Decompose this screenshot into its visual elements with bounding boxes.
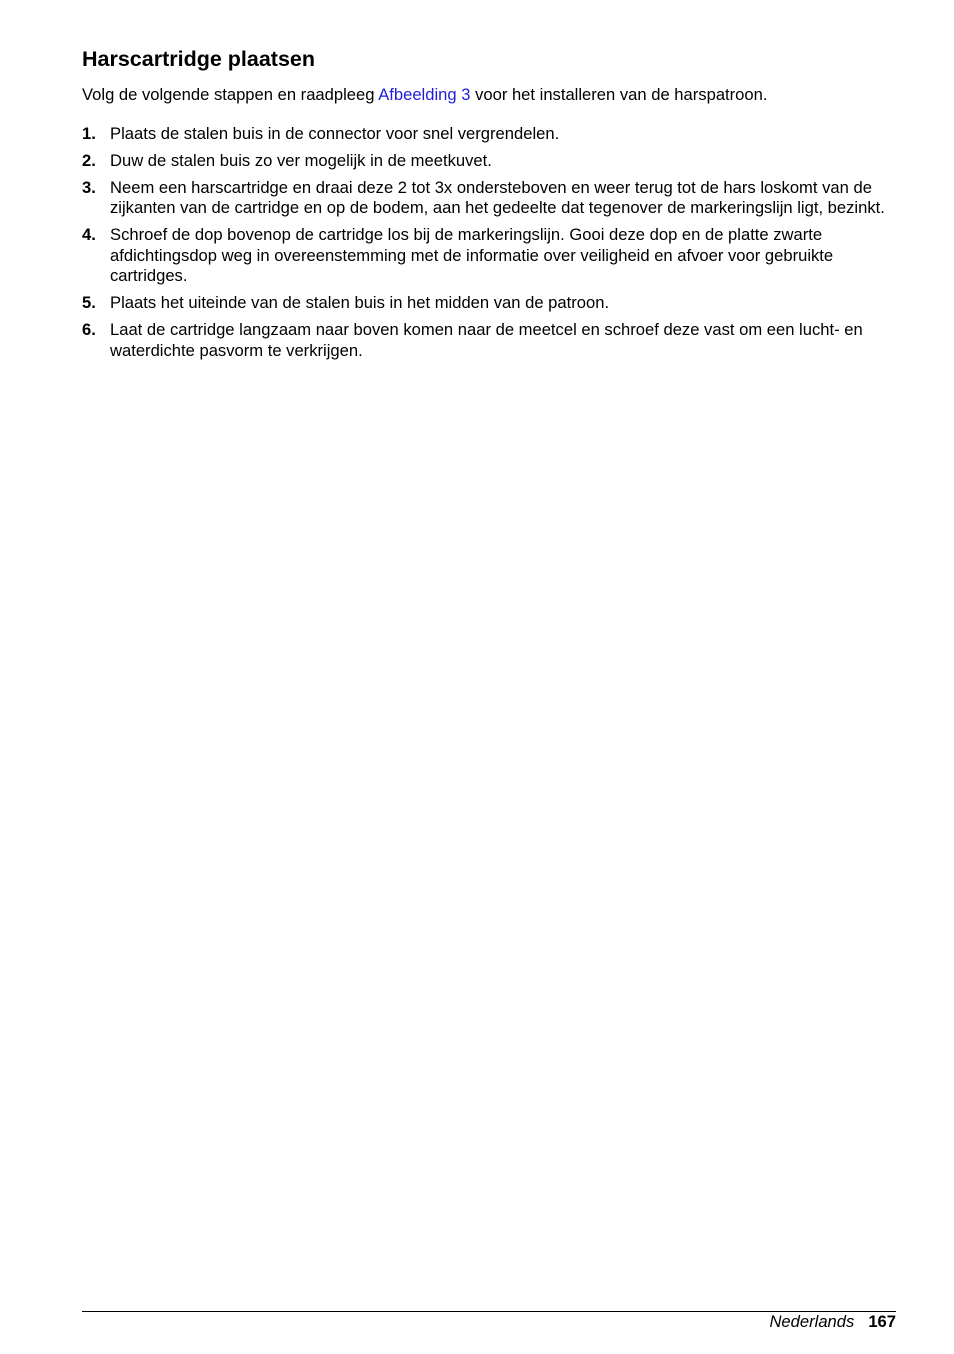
step-text: Neem een harscartridge en draai deze 2 tot 3x ondersteboven en weer terug tot de hars loskomt van de zijkanten van de cartridge en op de bodem, aan het gedeelte dat tegenover de markeringslijn ligt, bezinkt. [110,178,885,218]
step-number: 3. [82,178,96,197]
step-number: 2. [82,151,96,170]
installation-steps-list [82,124,896,368]
footer-language: Nederlands [769,1312,855,1331]
step-number: 4. [82,225,96,245]
page-footer [769,1312,896,1332]
list-item [82,225,896,286]
list-item [82,320,896,361]
list-item [82,293,896,313]
step-text: Schroef de dop bovenop de cartridge los bij de markeringslijn. Gooi deze dop en de platte zwarte afdichtingsdop weg in overeenstemming met de informatie over veiligheid en afvoer voor gebruikte cartridges. [110,225,834,286]
step-number: 5. [82,293,96,313]
document-page [82,0,896,1354]
section-title: Harscartridge plaatsen [82,47,316,71]
intro-text-after: voor het installeren van de harspatroon. [470,85,768,104]
step-text: Plaats de stalen buis in de connector voor snel vergrendelen. [110,124,560,143]
intro-paragraph [82,84,767,105]
list-item [82,151,896,171]
step-number: 1. [82,124,96,143]
page-number: 167 [868,1312,896,1331]
list-item [82,124,896,144]
step-text: Plaats het uiteinde van de stalen buis in het midden van de patroon. [110,293,610,313]
step-number: 6. [82,320,96,340]
step-text: Laat de cartridge langzaam naar boven komen naar de meetcel en schroef deze vast om een lucht- en waterdichte pasvorm te verkrijgen. [110,320,863,360]
list-item [82,178,896,219]
intro-text-before: Volg de volgende stappen en raadpleeg [82,85,379,104]
step-text: Duw de stalen buis zo ver mogelijk in de meetkuvet. [110,151,492,170]
figure-reference-link[interactable]: Afbeelding 3 [378,85,471,104]
